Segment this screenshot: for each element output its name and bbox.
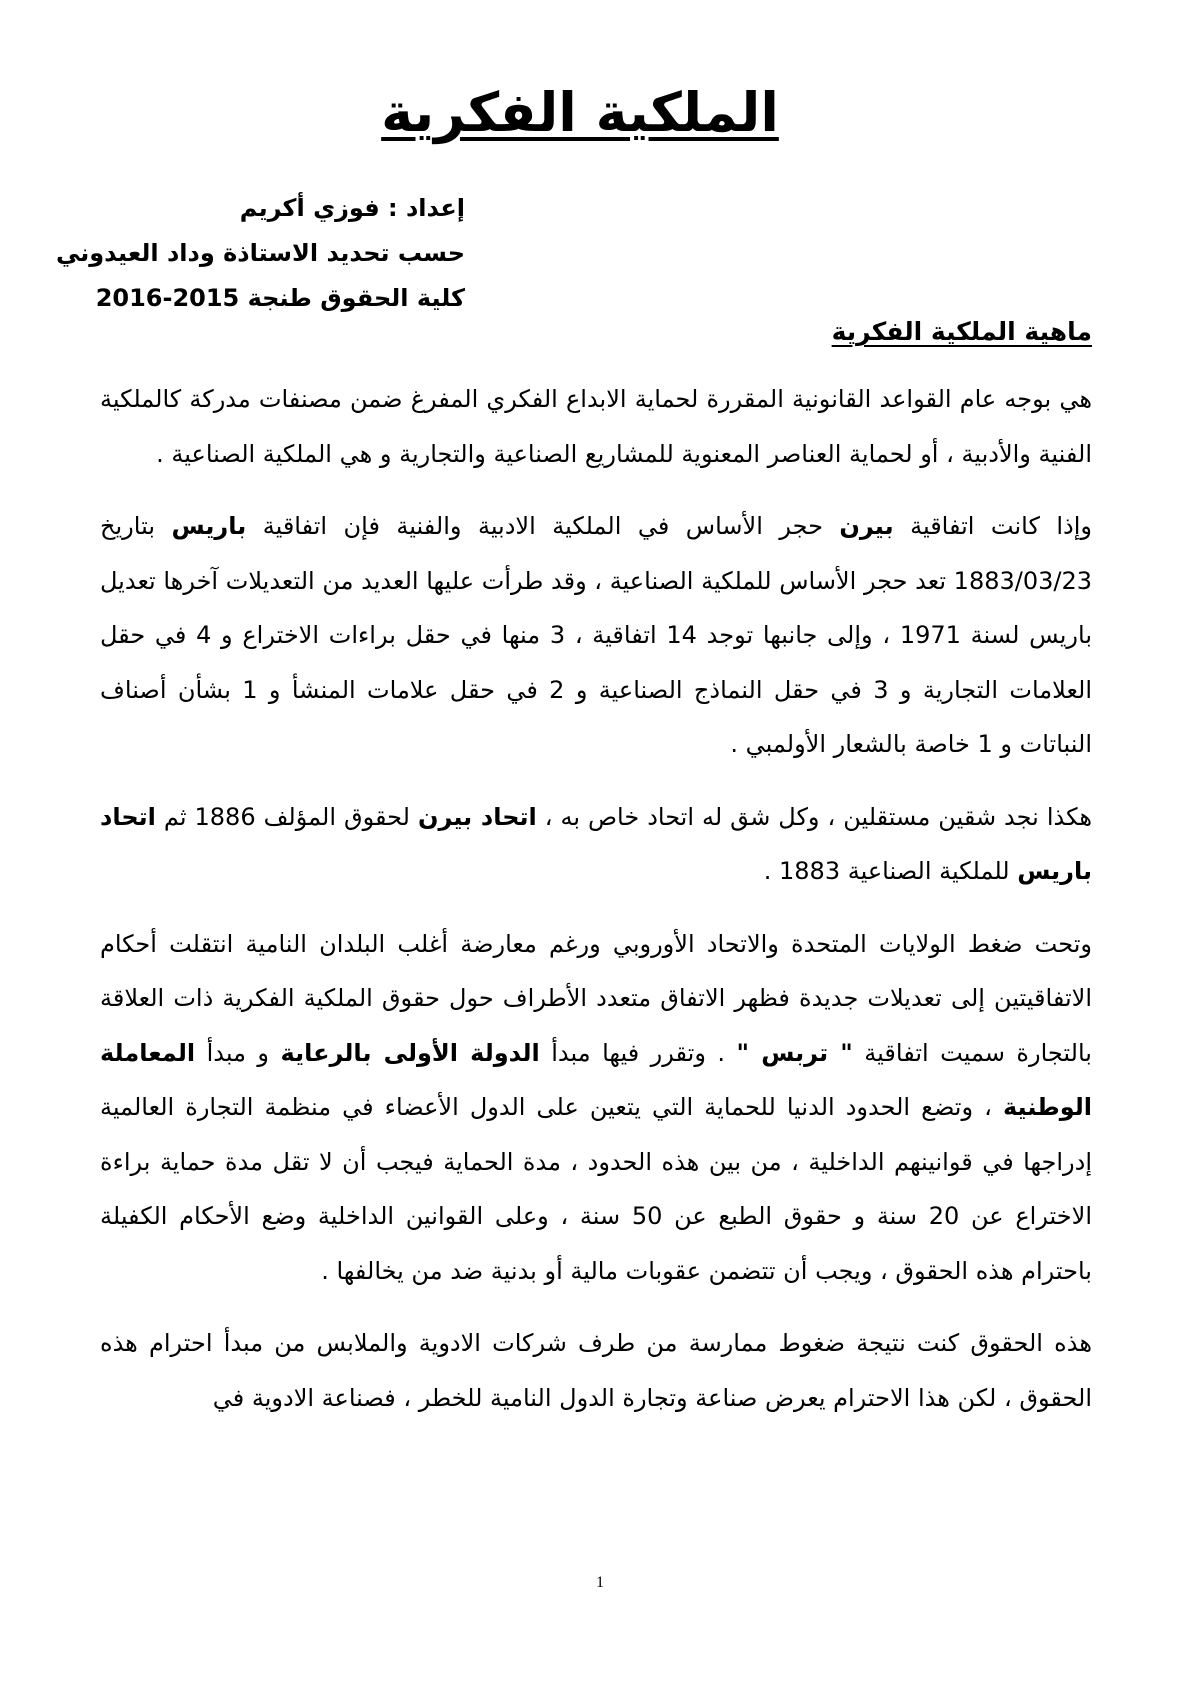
- paragraph-2-text: بتاريخ 1883/03/23 تعد حجر الأساس للملكية الصناعية ، وقد طرأت عليها العديد من التعديلات آخرها تعديل باريس لسنة 1971 ، وإلى جانبها توجد 14 اتفاقية ، 3 منها في حقل براءات الاختراع و 4 في حقل العلامات التجارية و 3 في حقل النماذج الصناعية و 2 في حقل علامات المنشأ و 1 بشأن أصناف النباتات و 1 خاصة بالشعار الأولمبي .: [100, 512, 1093, 758]
- institution-line: كلية الحقوق طنجة 2015-2016: [95, 284, 465, 312]
- bold-term-most-favoured-nation: الدولة الأولى بالرعاية: [280, 1038, 540, 1067]
- bold-term-bern-union: اتحاد بيرن: [417, 802, 537, 831]
- paragraph-4-text: وتحت ضغط الولايات المتحدة والاتحاد الأوروبي ورغم معارضة أغلب البلدان النامية انتقلت أحكام الاتفاقيتين إلى تعديلات جديدة فظهر الاتفاق متعدد الأطراف حول حقوق الملكية الفكرية ذات العلاقة بالتجارة سميت اتفاقية: [100, 929, 1092, 1067]
- document-body: [100, 372, 1092, 1443]
- author-name: فوزي أكريم: [239, 194, 380, 222]
- page-number: 1: [596, 1574, 604, 1591]
- bold-term-national-treatment: المعاملة الوطنية: [100, 1038, 1093, 1121]
- paragraph-2-text: حجر الأساس في الملكية الادبية والفنية فإن اتفاقية: [262, 512, 823, 540]
- bold-term-paris-union: اتحاد باريس: [100, 802, 1092, 885]
- document-title: الملكية الفكرية: [381, 81, 779, 144]
- author-label: إعداد :: [388, 194, 465, 222]
- paragraph-4-text: . وتقرر فيها مبدأ: [551, 1038, 726, 1067]
- instruction-line: حسب تحديد الاستاذة وداد العيدوني: [55, 239, 465, 267]
- paragraph-3-text: للملكية الصناعية 1883 .: [763, 857, 1010, 885]
- paragraph-3-text: هكذا نجد شقين مستقلين ، وكل شق له اتحاد خاص به ،: [544, 802, 1092, 831]
- bold-term-bern: بيرن: [839, 512, 894, 540]
- paragraph-4-text: و مبدأ: [206, 1038, 270, 1067]
- document-meta: [5, 186, 465, 321]
- paragraph-4: [100, 917, 1092, 1299]
- bold-term-trips: " تربس ": [736, 1038, 853, 1067]
- author-line: [5, 186, 465, 231]
- section-heading: ماهية الملكية الفكرية: [831, 317, 1092, 346]
- paragraph-1: هي بوجه عام القواعد القانونية المقررة لحماية الابداع الفكري المفرغ ضمن مصنفات مدركة كالملكية الفنية والأدبية ، أو لحماية العناصر المعنوية للمشاريع الصناعية والتجارية و هي الملكية الصناعية .: [100, 385, 1092, 468]
- paragraph-3-text: لحقوق المؤلف 1886 ثم: [163, 802, 410, 831]
- paragraph-3: [100, 790, 1092, 899]
- bold-term-paris: باريس: [171, 512, 247, 540]
- paragraph-5: هذه الحقوق كنت نتيجة ضغوط ممارسة من طرف شركات الادوية والملابس من مبدأ احترام هذه الحقوق ، لكن هذا الاحترام يعرض صناعة وتجارة الدول النامية للخطر ، فصناعة الادوية في: [100, 1329, 1092, 1412]
- paragraph-2: [100, 499, 1092, 772]
- paragraph-4-text: ، وتضع الحدود الدنيا للحماية التي يتعين على الدول الأعضاء في منظمة التجارة العالمية إدراجها في قوانينهم الداخلية ، من بين هذه الحدود ، مدة الحماية فيجب أن لا تقل مدة حماية براءة الاختراع عن 20 سنة و حقوق الطبع عن 50 سنة ، وعلى القوانين الداخلية وضع الأحكام الكفيلة باحترام هذه الحقوق ، ويجب أن تتضمن عقوبات مالية أو بدنية ضد من يخالفها .: [100, 1093, 1092, 1285]
- paragraph-2-text: وإذا كانت اتفاقية: [910, 512, 1092, 540]
